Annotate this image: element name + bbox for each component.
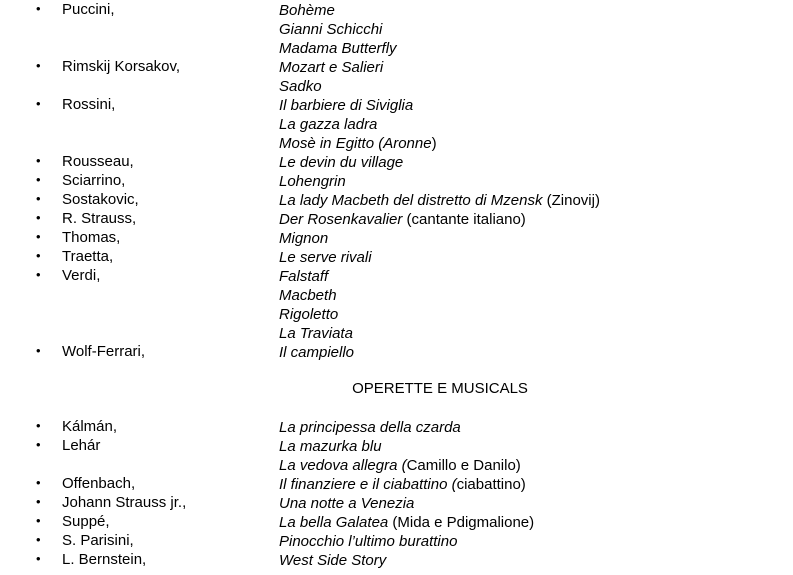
composer-name: S. Parisini, (62, 532, 134, 549)
works-list (279, 437, 521, 475)
works-list (279, 513, 534, 532)
list-item (0, 494, 793, 513)
bullet-icon: • (36, 210, 41, 225)
bullet-icon: • (36, 513, 41, 528)
work-text: La vedova allegra ( (279, 457, 407, 474)
work-title (279, 191, 600, 210)
work-title (279, 58, 383, 77)
bullet-icon: • (36, 229, 41, 244)
list-item (0, 513, 793, 532)
work-text: (Mida e Pdigmalione) (388, 514, 535, 531)
works-list (279, 532, 457, 551)
work-text: La mazurka blu (279, 438, 382, 455)
works-list (279, 494, 414, 513)
bullet-icon: • (36, 418, 41, 433)
list-item (0, 191, 793, 210)
work-title (279, 172, 346, 191)
works-list (279, 267, 353, 343)
works-list (279, 153, 403, 172)
list-item (0, 551, 793, 570)
work-text: West Side Story (279, 552, 387, 569)
list-item (0, 96, 793, 153)
work-text: La principessa della czarda (279, 419, 461, 436)
work-text: Il campiello (279, 344, 355, 361)
list-item (0, 58, 793, 96)
composer-name: R. Strauss, (62, 210, 137, 227)
composer-name: Traetta, (62, 248, 114, 265)
list-item (0, 153, 793, 172)
list-item (0, 229, 793, 248)
work-text: Madama Butterfly (279, 40, 397, 57)
composer-name: Verdi, (62, 267, 101, 284)
bullet-icon: • (36, 475, 41, 490)
list-item (0, 437, 793, 475)
composer-name: Lehár (62, 437, 101, 454)
work-title (279, 551, 386, 570)
work-text: Il finanziere e il ciabattino ( (279, 476, 457, 493)
works-list (279, 96, 437, 153)
works-list (279, 248, 372, 267)
bullet-icon: • (36, 343, 41, 358)
operette-list (0, 418, 793, 570)
work-text: ciabattino) (456, 476, 526, 493)
works-list (279, 343, 354, 362)
work-text: Falstaff (279, 268, 329, 285)
composer-name: Kálmán, (62, 418, 118, 435)
works-list (279, 210, 526, 229)
work-text: Mosè in Egitto (Aronne (279, 135, 432, 152)
work-title (279, 418, 461, 437)
work-title (279, 513, 534, 532)
work-title (279, 20, 397, 39)
composer-name: Wolf-Ferrari, (62, 343, 146, 360)
work-text: (Zinovij) (542, 192, 600, 209)
bullet-icon: • (36, 437, 41, 452)
list-item (0, 210, 793, 229)
list-item (0, 475, 793, 494)
work-text: Le serve rivali (279, 249, 372, 266)
work-title (279, 39, 397, 58)
work-title (279, 532, 457, 551)
work-title (279, 210, 526, 229)
work-text: Una notte a Venezia (279, 495, 415, 512)
bullet-icon: • (36, 153, 41, 168)
bullet-icon: • (36, 191, 41, 206)
work-text: Il barbiere di Siviglia (279, 97, 414, 114)
work-title (279, 248, 372, 267)
works-list (279, 58, 383, 96)
composer-name: Thomas, (62, 229, 121, 246)
work-text: Der Rosenkavalier (279, 211, 403, 228)
list-item (0, 267, 793, 343)
list-item (0, 1, 793, 58)
work-text: Bohème (279, 2, 335, 19)
work-title (279, 267, 353, 286)
composer-name: Johann Strauss jr., (62, 494, 187, 511)
bullet-icon: • (36, 58, 41, 73)
work-title (279, 286, 353, 305)
bullet-icon: • (36, 172, 41, 187)
work-text: Mozart e Salieri (279, 59, 384, 76)
composer-name: Suppé, (62, 513, 110, 530)
work-text: Pinocchio l’ultimo burattino (279, 533, 458, 550)
list-item (0, 418, 793, 437)
work-title (279, 77, 383, 96)
composer-name: Rimskij Korsakov, (62, 58, 181, 75)
work-text: La bella Galatea (279, 514, 389, 531)
work-text: La Traviata (279, 325, 353, 342)
work-text: Sadko (279, 78, 322, 95)
work-title (279, 153, 403, 172)
composer-name: L. Bernstein, (62, 551, 147, 568)
work-title (279, 494, 414, 513)
opera-list (0, 1, 793, 362)
work-title (279, 115, 437, 134)
work-title (279, 305, 353, 324)
composer-name: Puccini, (62, 1, 115, 18)
work-title (279, 134, 437, 153)
works-list (279, 172, 346, 191)
works-list (279, 418, 461, 437)
work-title (279, 343, 354, 362)
list-item (0, 248, 793, 267)
section-heading: OPERETTE E MUSICALS (352, 380, 528, 397)
list-item (0, 172, 793, 191)
work-text: Gianni Schicchi (279, 21, 383, 38)
works-list (279, 191, 600, 210)
work-title (279, 96, 437, 115)
bullet-icon: • (36, 551, 41, 566)
work-title (279, 475, 526, 494)
composer-name: Sostakovic, (62, 191, 139, 208)
work-title (279, 456, 521, 475)
work-title (279, 324, 353, 343)
work-text: Le devin du village (279, 154, 404, 171)
work-text: La lady Macbeth del distretto di Mzensk (279, 192, 543, 209)
work-title (279, 1, 397, 20)
bullet-icon: • (36, 248, 41, 263)
works-list (279, 475, 526, 494)
work-text: ) (431, 135, 437, 152)
bullet-icon: • (36, 532, 41, 547)
list-item (0, 343, 793, 362)
works-list (279, 551, 386, 570)
work-text: (cantante italiano) (402, 211, 526, 228)
list-item (0, 532, 793, 551)
work-text: Rigoletto (279, 306, 339, 323)
composer-name: Offenbach, (62, 475, 136, 492)
work-text: Camillo e Danilo) (406, 457, 521, 474)
work-text: Lohengrin (279, 173, 346, 190)
composer-name: Sciarrino, (62, 172, 126, 189)
work-text: La gazza ladra (279, 116, 378, 133)
work-text: Macbeth (279, 287, 337, 304)
works-list (279, 229, 328, 248)
work-title (279, 437, 521, 456)
composer-name: Rousseau, (62, 153, 134, 170)
works-list (279, 1, 397, 58)
bullet-icon: • (36, 494, 41, 509)
bullet-icon: • (36, 267, 41, 282)
work-title (279, 229, 328, 248)
bullet-icon: • (36, 1, 41, 16)
bullet-icon: • (36, 96, 41, 111)
composer-name: Rossini, (62, 96, 116, 113)
work-text: Mignon (279, 230, 329, 247)
